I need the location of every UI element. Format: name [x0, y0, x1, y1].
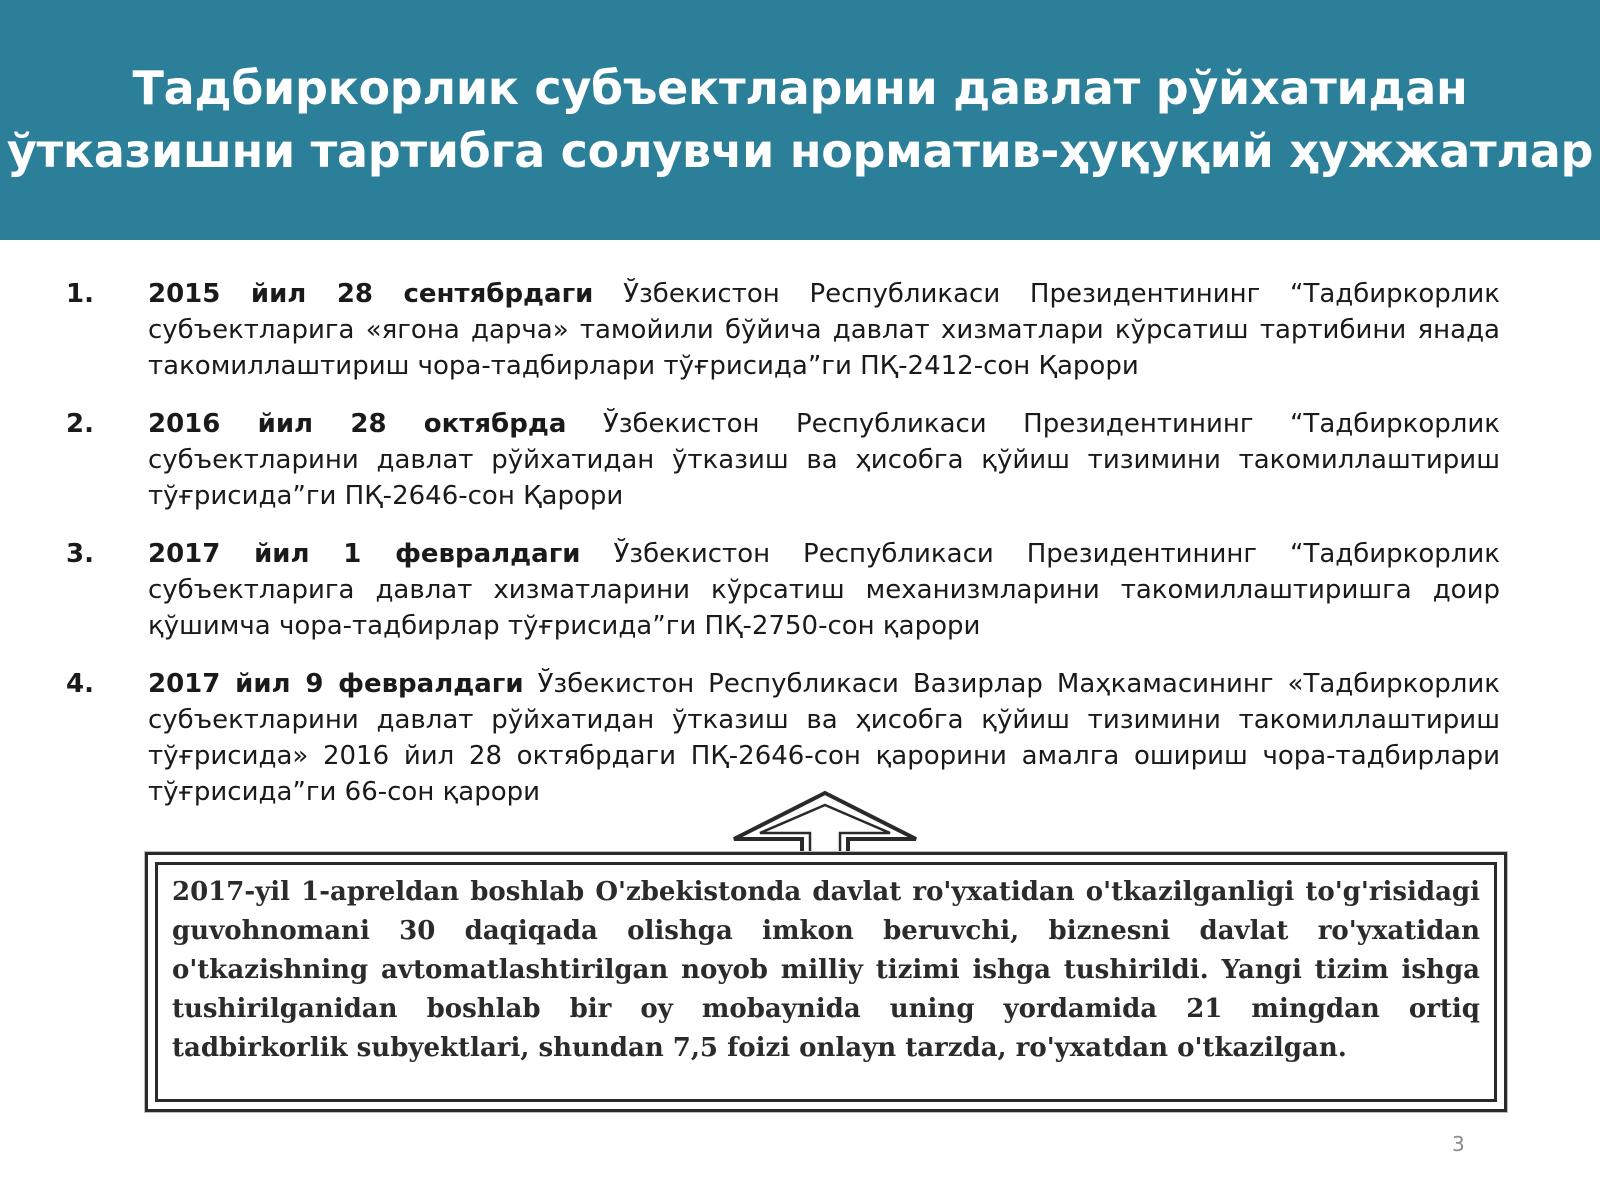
- list-item: [66, 666, 1500, 810]
- regulatory-documents-list: [66, 276, 1500, 832]
- list-item: [66, 406, 1500, 514]
- item-date: 2016 йил 28 октябрда: [148, 409, 567, 439]
- list-item: [66, 276, 1500, 384]
- slide-title-line-2: ўтказишни тартибга солувчи норматив-ҳуқуқий ҳужжатлар: [6, 124, 1594, 178]
- notice-box: [145, 852, 1507, 1112]
- item-text: Ўзбекистон Республикаси Вазирлар Маҳкамасининг «Тадбиркорлик субъектларини давлат рўйхатидан ўтказиш ва ҳисобга қўйиш тизимини такомиллаштириш тўғрисида» 2016 йил 28 октябрдаги ПҚ-2646-сон қарорини амалга ошириш чора-тадбирлари тўғрисида”ги 66-сон қарори: [148, 669, 1501, 807]
- page-number: 3: [1452, 1132, 1465, 1156]
- slide-title-line-1: Тадбиркорлик субъектларини давлат рўйхатидан: [132, 61, 1468, 115]
- item-text: Ўзбекистон Республикаси Президентининг “Тадбиркорлик субъектларига «ягона дарча» тамойили бўйича давлат хизматлари кўрсатиш тартибини янада такомиллаштириш чора-тадбирлари тўғрисида”ги ПҚ-2412-сон Қарори: [148, 279, 1501, 381]
- item-number: 3.: [66, 539, 94, 569]
- slide-title: [7, 57, 1593, 183]
- up-arrow-icon: [730, 791, 920, 859]
- item-number: 1.: [66, 279, 94, 309]
- notice-text: 2017-yil 1-apreldan boshlab O'zbekistonda davlat ro'yxatidan o'tkazilganligi to'g'risidagi guvohnomani 30 daqiqada olishga imkon beruvchi, biznesni davlat ro'yxatidan o'tkazishning avtomatlashtirilgan noyob milliy tizimi ishga tushirildi. Yangi tizim ishga tushirilganidan boshlab bir oy mobaynida uning yordamida 21 mingdan ortiq tadbirkorlik subyektlari, shundan 7,5 foizi onlayn tarzda, ro'yxatdan o'tkazilgan.: [172, 877, 1480, 1063]
- item-number: 4.: [66, 669, 94, 699]
- list-item: [66, 536, 1500, 644]
- item-number: 2.: [66, 409, 94, 439]
- item-date: 2015 йил 28 сентябрдаги: [148, 279, 594, 309]
- title-band: [0, 0, 1600, 240]
- item-text: Ўзбекистон Республикаси Президентининг “Тадбиркорлик субъектларига давлат хизматларини кўрсатиш механизмларини такомиллаштиришга доир қўшимча чора-тадбирлар тўғрисида”ги ПҚ-2750-сон қарори: [148, 539, 1500, 641]
- item-date: 2017 йил 9 февралдаги: [148, 669, 524, 699]
- item-text: Ўзбекистон Республикаси Президентининг “Тадбиркорлик субъектларини давлат рўйхатидан ўтказиш ва ҳисобга қўйиш тизимини такомиллаштириш тўғрисида”ги ПҚ-2646-сон Қарори: [148, 409, 1500, 511]
- item-date: 2017 йил 1 февралдаги: [148, 539, 581, 569]
